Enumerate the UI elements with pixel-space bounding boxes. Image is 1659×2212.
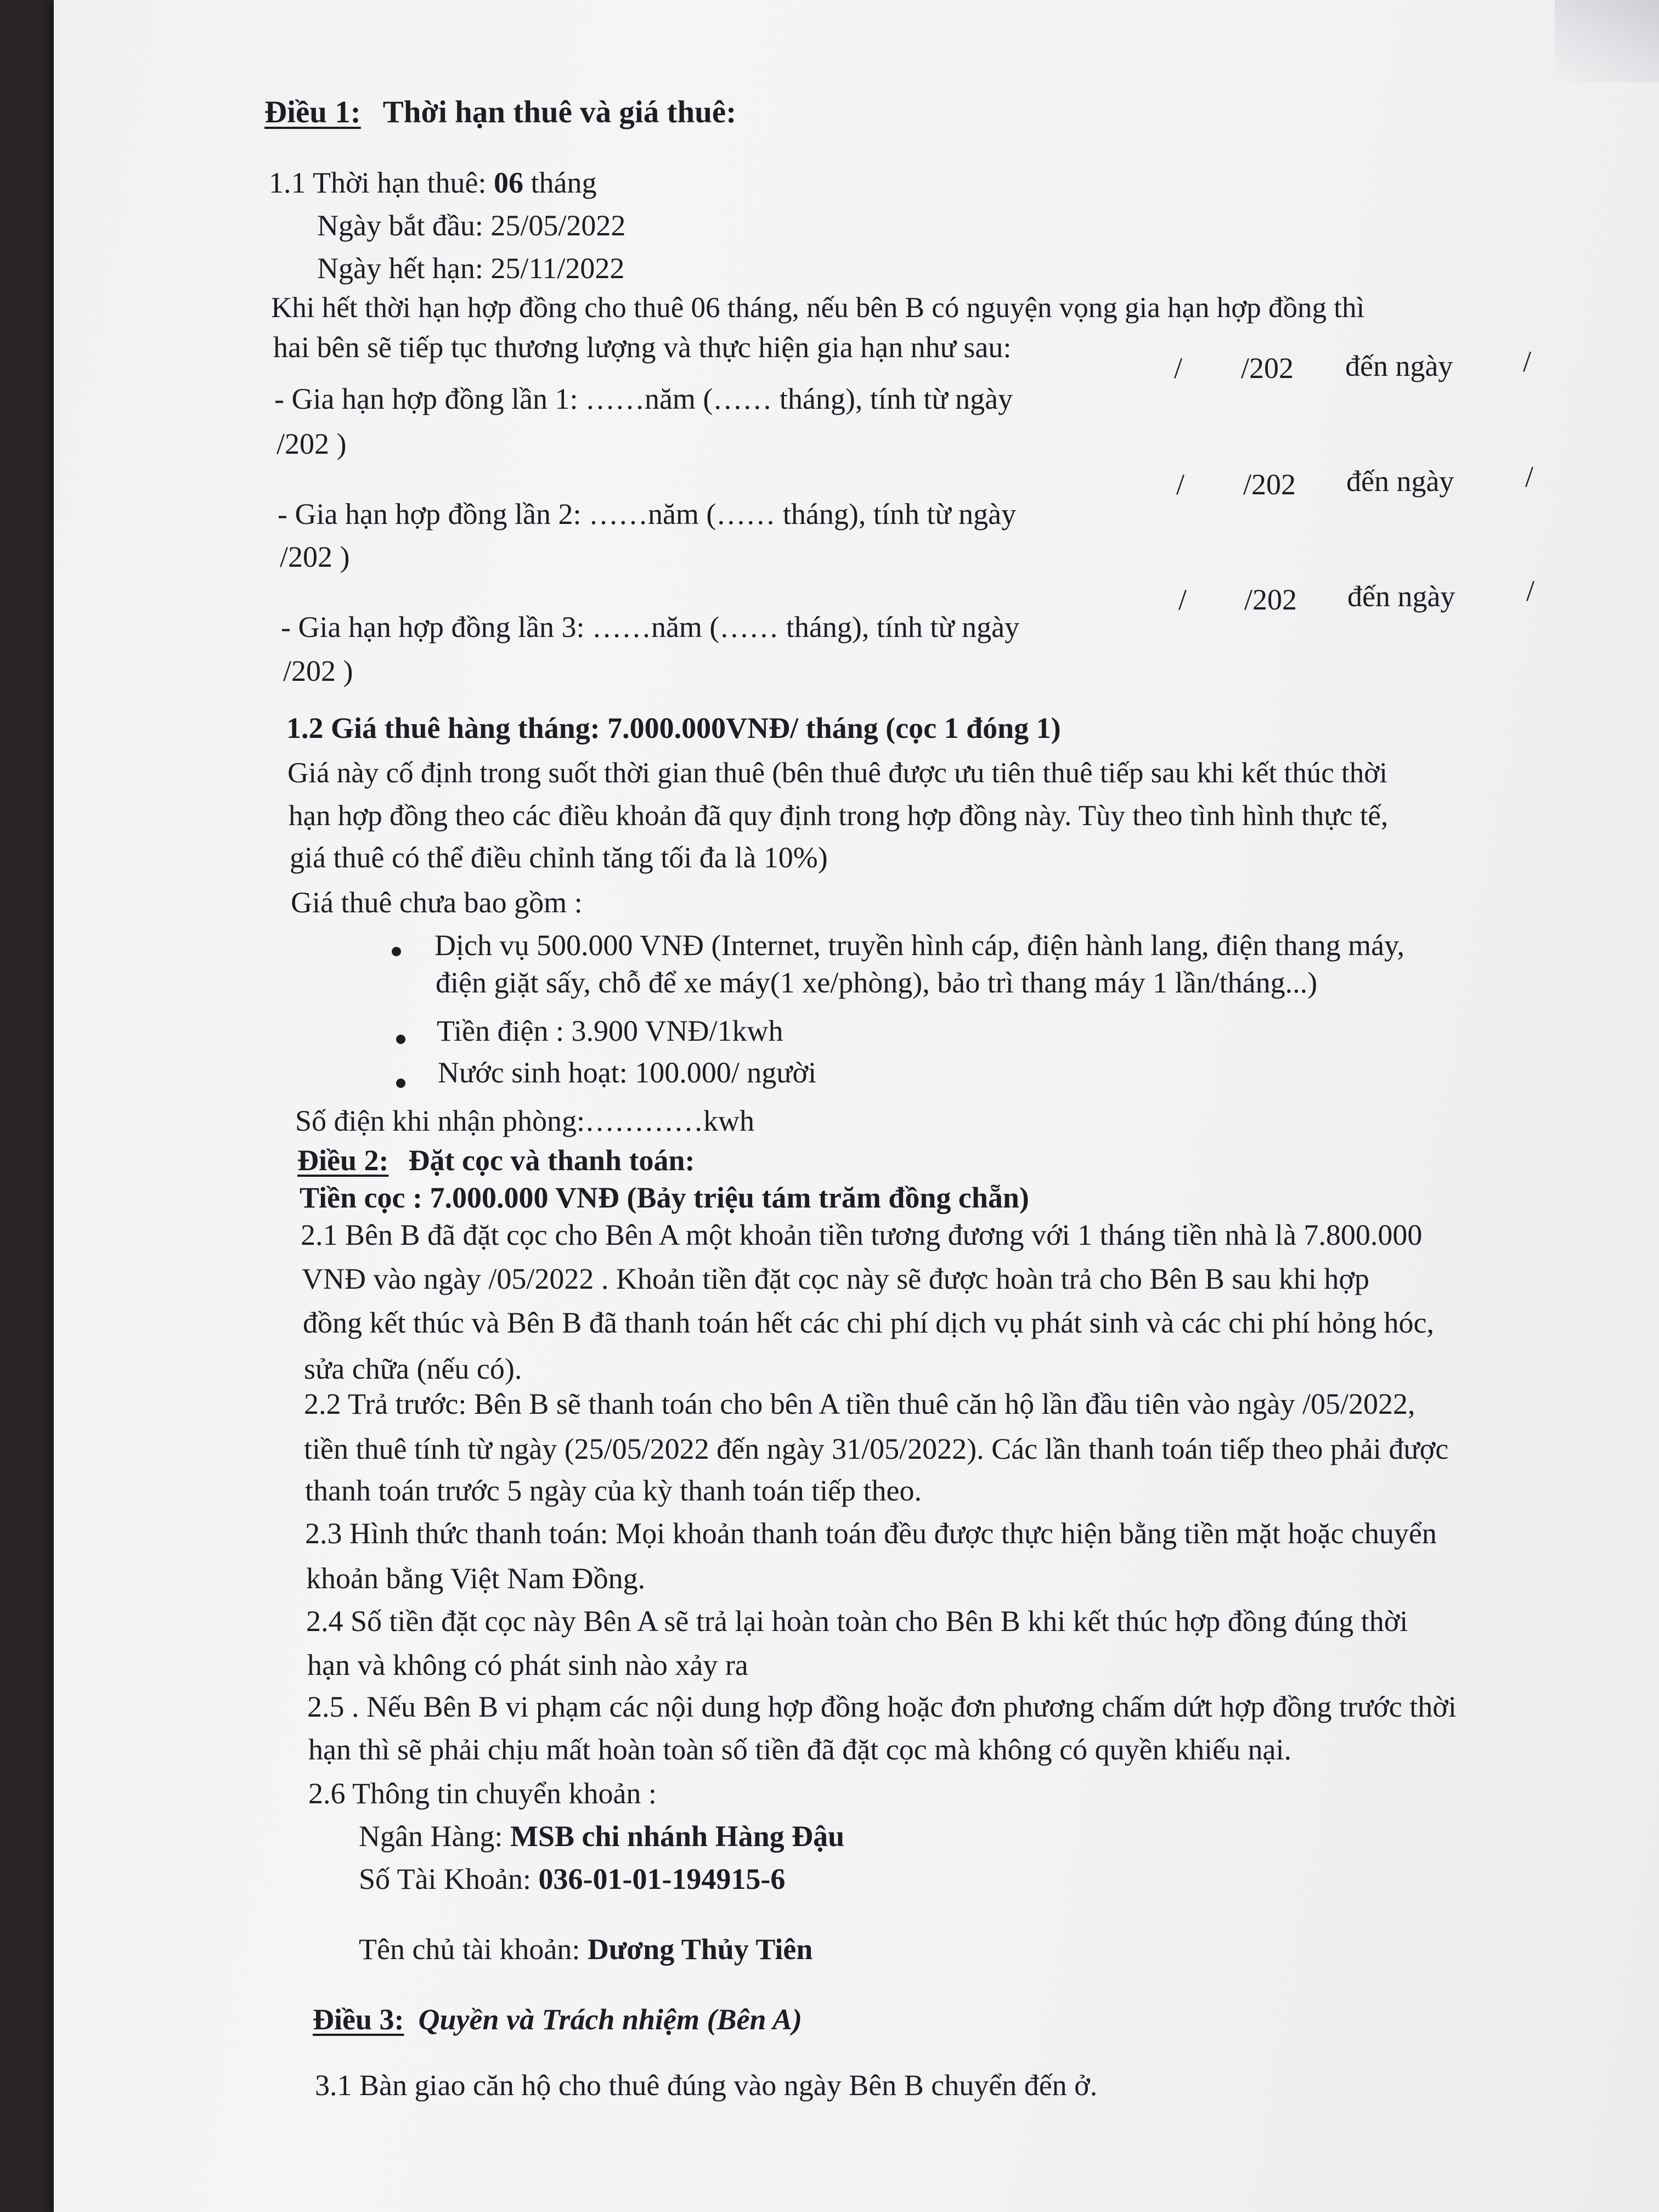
s22-line-1: 2.2 Trả trước: Bên B sẽ thanh toán cho bên A tiền thuê căn hộ lần đầu tiên vào ngày /05/2022, xyxy=(304,1387,1415,1420)
account-holder xyxy=(359,1932,812,1966)
end-date: Ngày hết hạn: 25/11/2022 xyxy=(317,252,625,285)
s21-line-1: 2.1 Bên B đã đặt cọc cho Bên A một khoản tiền tương đương với 1 tháng tiền nhà là 7.800.000 xyxy=(301,1218,1423,1251)
s12-para-2: hạn hợp đồng theo các điều khoản đã quy định trong hợp đồng này. Tùy theo tình hình thực tế, xyxy=(289,800,1389,832)
holder-value: Dương Thủy Tiên xyxy=(587,1933,813,1966)
extension-3-slash-end: / xyxy=(1526,574,1535,607)
article3-label: Điều 3: xyxy=(313,2003,404,2036)
article1-heading xyxy=(264,95,736,129)
s23-line-1: 2.3 Hình thức thanh toán: Mọi khoản thanh toán đều được thực hiện bằng tiền mặt hoặc chuyển xyxy=(305,1517,1437,1550)
s24-line-1: 2.4 Số tiền đặt cọc này Bên A sẽ trả lại hoàn toàn cho Bên B khi kết thúc hợp đồng đúng thời xyxy=(306,1605,1408,1638)
article1-label: Điều 1: xyxy=(264,95,361,129)
extension-1-continued: /202 ) xyxy=(276,427,347,460)
extension-1-text: - Gia hạn hợp đồng lần 1: ……năm (…… tháng), tính từ ngày xyxy=(274,382,1013,415)
deposit-amount: Tiền cọc : 7.000.000 VNĐ (Bảy triệu tám trăm đồng chẵn) xyxy=(300,1181,1029,1214)
s22-line-3: thanh toán trước 5 ngày của kỳ thanh toán tiếp theo. xyxy=(305,1474,922,1507)
start-date: Ngày bắt đầu: 25/05/2022 xyxy=(317,209,626,242)
s31-line: 3.1 Bàn giao căn hộ cho thuê đúng vào ngày Bên B chuyển đến ở. xyxy=(315,2069,1098,2102)
s11-prefix: 1.1 Thời hạn thuê: xyxy=(269,166,494,199)
s12-para-1: Giá này cố định trong suốt thời gian thuê (bên thuê được ưu tiên thuê tiếp sau khi kết thúc thời xyxy=(287,757,1387,789)
extension-3-slash: / xyxy=(1178,583,1187,616)
extension-1-slash-end: / xyxy=(1523,345,1532,378)
article3-title: Quyền và Trách nhiệm (Bên A) xyxy=(418,2003,802,2036)
s25-line-2: hạn thì sẽ phải chịu mất hoàn toàn số tiền đã đặt cọc mà không có quyền khiếu nại. xyxy=(308,1733,1292,1766)
extension-2-continued: /202 ) xyxy=(280,540,350,573)
account-label: Số Tài Khoản: xyxy=(359,1863,539,1895)
bullet-1-dot xyxy=(392,947,401,956)
s12-amount: 7.000.000VNĐ/ tháng (cọc 1 đóng 1) xyxy=(607,712,1061,744)
account-value: 036-01-01-194915-6 xyxy=(538,1863,786,1895)
s12-rent xyxy=(286,711,1061,745)
holder-label: Tên chủ tài khoản: xyxy=(359,1933,588,1966)
bullet-2: Tiền điện : 3.900 VNĐ/1kwh xyxy=(437,1014,783,1047)
extension-2-slash-end: / xyxy=(1525,460,1534,493)
article1-para-1: Khi hết thời hạn hợp đồng cho thuê 06 tháng, nếu bên B có nguyện vọng gia hạn hợp đồng thì xyxy=(271,292,1365,324)
s26-heading: 2.6 Thông tin chuyển khoản : xyxy=(308,1777,657,1810)
article1-title: Thời hạn thuê và giá thuê: xyxy=(382,95,737,129)
s22-line-2: tiền thuê tính từ ngày (25/05/2022 đến ngày 31/05/2022). Các lần thanh toán tiếp theo phải được xyxy=(304,1432,1449,1465)
extension-2-to: đến ngày xyxy=(1346,465,1454,498)
not-included-heading: Giá thuê chưa bao gồm : xyxy=(291,886,583,919)
s21-line-4: sửa chữa (nếu có). xyxy=(304,1352,522,1385)
extension-2-slash: / xyxy=(1176,468,1185,501)
extension-1-slash: / xyxy=(1174,352,1183,385)
extension-3-text: - Gia hạn hợp đồng lần 3: ……năm (…… tháng), tính từ ngày xyxy=(281,611,1020,644)
bullet-1-line-2: điện giặt sấy, chỗ để xe máy(1 xe/phòng), bảo trì thang máy 1 lần/tháng...) xyxy=(436,966,1318,999)
s23-line-2: khoản bằng Việt Nam Đồng. xyxy=(306,1562,646,1595)
s21-line-2: VNĐ vào ngày /05/2022 . Khoản tiền đặt cọc này sẽ được hoàn trả cho Bên B sau khi hợp xyxy=(302,1262,1369,1295)
bank-value: MSB chi nhánh Hàng Đậu xyxy=(510,1820,845,1853)
extension-3-to: đến ngày xyxy=(1347,580,1455,613)
s12-prefix: 1.2 Giá thuê hàng tháng: xyxy=(286,712,608,744)
extension-2-year: /202 xyxy=(1243,468,1296,501)
bank-label: Ngân Hàng: xyxy=(359,1820,510,1853)
article2-heading xyxy=(297,1143,695,1177)
bank-name xyxy=(359,1819,844,1853)
account-number xyxy=(359,1862,785,1896)
bullet-3-dot xyxy=(396,1079,405,1088)
extension-1-year: /202 xyxy=(1241,352,1294,385)
s12-para-3: giá thuê có thể điều chỉnh tăng tối đa là 10%) xyxy=(290,841,828,874)
s24-line-2: hạn và không có phát sinh nào xảy ra xyxy=(307,1649,748,1681)
article3-heading xyxy=(313,2002,802,2036)
extension-1-to: đến ngày xyxy=(1345,349,1453,382)
extension-2-text: - Gia hạn hợp đồng lần 2: ……năm (…… tháng), tính từ ngày xyxy=(278,498,1017,531)
extension-3-year: /202 xyxy=(1244,583,1297,616)
s25-line-1: 2.5 . Nếu Bên B vi phạm các nội dung hợp đồng hoặc đơn phương chấm dứt hợp đồng trước thời xyxy=(307,1690,1457,1723)
s11-term xyxy=(269,166,597,200)
bullet-1-line-1: Dịch vụ 500.000 VNĐ (Internet, truyền hình cáp, điện hành lang, điện thang máy, xyxy=(435,929,1405,962)
s11-months: 06 xyxy=(494,166,524,199)
article1-para-2: hai bên sẽ tiếp tục thương lượng và thực hiện gia hạn như sau: xyxy=(273,331,1012,364)
s11-suffix: tháng xyxy=(523,166,597,199)
bullet-3: Nước sinh hoạt: 100.000/ người xyxy=(438,1056,817,1089)
meter-reading: Số điện khi nhận phòng:…………kwh xyxy=(295,1104,754,1137)
s21-line-3: đồng kết thúc và Bên B đã thanh toán hết các chi phí dịch vụ phát sinh và các chi phí hỏng hóc, xyxy=(303,1306,1434,1339)
article2-label: Điều 2: xyxy=(297,1144,389,1177)
bullet-2-dot xyxy=(396,1035,405,1044)
article2-title: Đặt cọc và thanh toán: xyxy=(408,1144,695,1177)
extension-3-continued: /202 ) xyxy=(283,654,353,687)
